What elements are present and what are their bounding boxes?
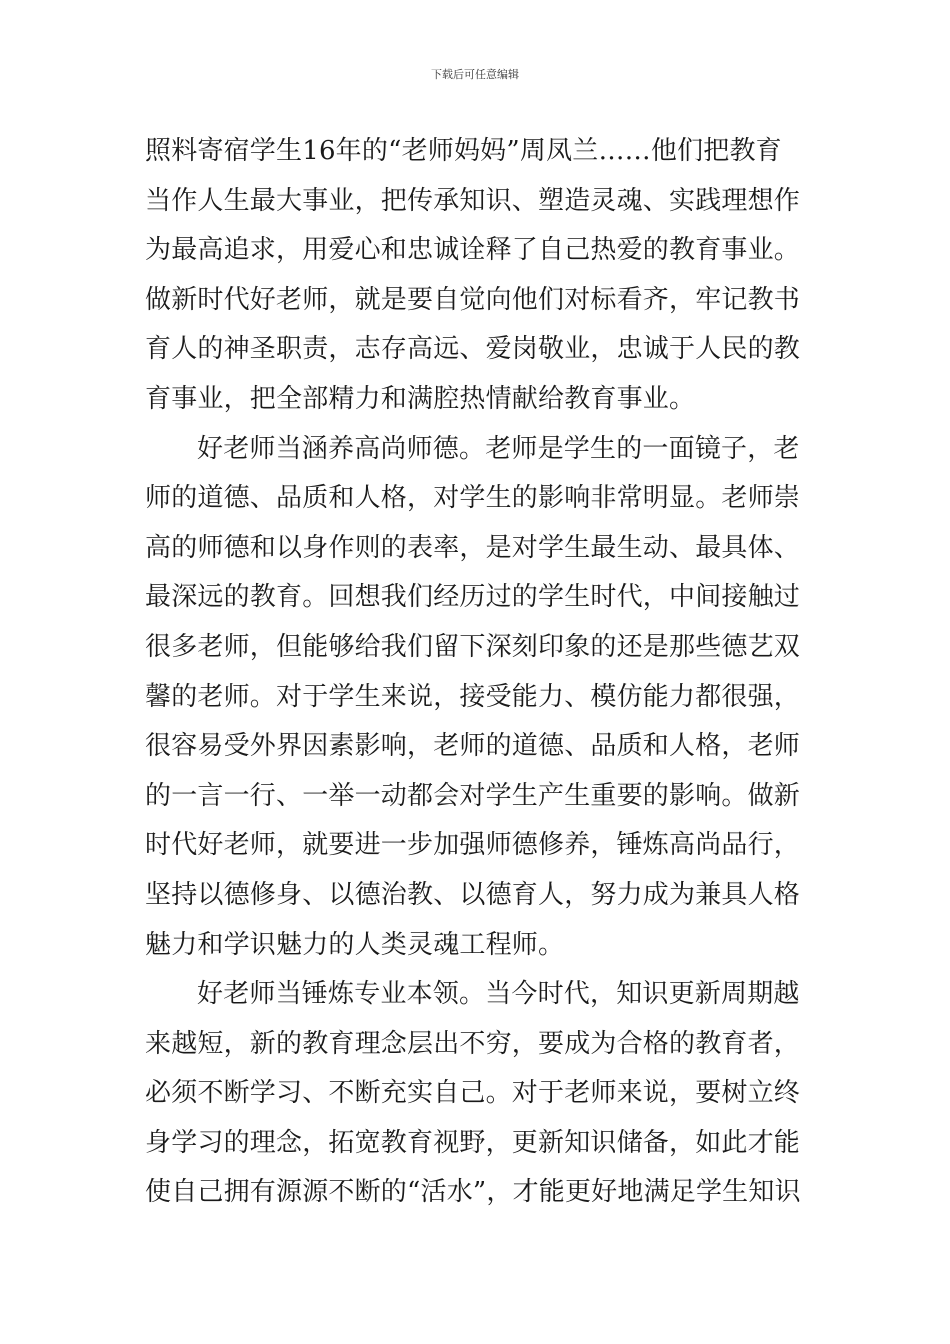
text-line: 做新时代好老师，就是要自觉向他们对标看齐，牢记教书 [145,284,801,315]
document-body [145,127,815,1218]
text-line: 当作人生最大事业，把传承知识、塑造灵魂、实践理想作 [145,185,801,216]
text-line: 的一言一行、一举一动都会对学生产生重要的影响。做新 [145,780,801,811]
text-line: 育事业，把全部精力和满腔热情献给教育事业。 [145,383,696,414]
text-line: 坚持以德修身、以德治教、以德育人，努力成为兼具人格 [145,879,801,910]
text-line: 身学习的理念，拓宽教育视野，更新知识储备，如此才能 [145,1127,801,1158]
text-line: 馨的老师。对于学生来说，接受能力、模仿能力都很强， [145,681,801,712]
text-line: 照料寄宿学生16年的“老师妈妈”周凤兰……他们把教育 [145,136,782,166]
text-line: 最深远的教育。回想我们经历过的学生时代，中间接触过 [145,582,801,613]
text-line: 育人的神圣职责，志存高远、爱岗敬业，忠诚于人民的教 [145,334,801,365]
text-line: 为最高追求，用爱心和忠诚诠释了自己热爱的教育事业。 [145,235,801,266]
text-line: 很多老师，但能够给我们留下深刻印象的还是那些德艺双 [145,631,801,662]
text-line: 师的道德、品质和人格，对学生的影响非常明显。老师崇 [145,483,801,514]
text-line: 魅力和学识魅力的人类灵魂工程师。 [145,929,565,960]
paragraph-first-line: 好老师当锤炼专业本领。当今时代，知识更新周期越 [197,979,800,1010]
text-line: 来越短，新的教育理念层出不穷，要成为合格的教育者， [145,1028,801,1059]
text-line: 使自己拥有源源不断的“活水”，才能更好地满足学生知识 [145,1177,801,1208]
paragraph-first-line: 好老师当涵养高尚师德。老师是学生的一面镜子，老 [197,433,800,464]
text-line: 高的师德和以身作则的表率，是对学生最生动、最具体、 [145,532,801,563]
text-line: 时代好老师，就要进一步加强师德修养，锤炼高尚品行， [145,830,801,861]
text-line: 很容易受外界因素影响，老师的道德、品质和人格，老师 [145,731,801,762]
text-line: 必须不断学习、不断充实自己。对于老师来说，要树立终 [145,1078,801,1109]
page-header: 下载后可任意编辑 [431,68,519,81]
